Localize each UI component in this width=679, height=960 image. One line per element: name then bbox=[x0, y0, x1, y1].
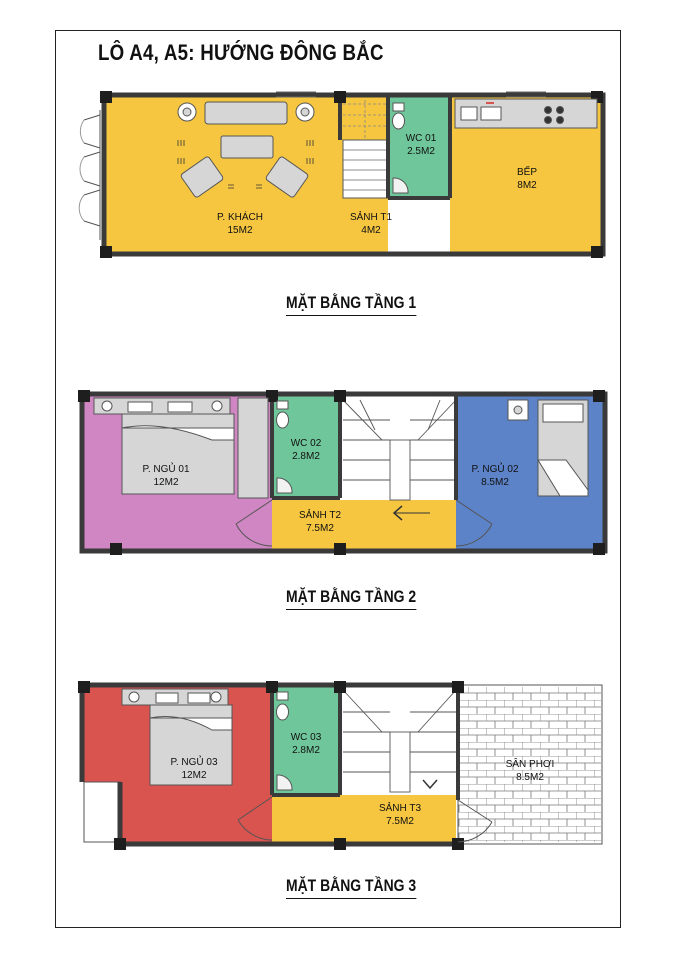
floor-1-plan bbox=[79, 91, 603, 258]
bedroom02-label: P. NGỦ 02 bbox=[471, 464, 519, 475]
hall-t2-area: 7.5M2 bbox=[306, 523, 334, 534]
bedroom03-area: 12M2 bbox=[181, 770, 207, 781]
bedroom01-area: 12M2 bbox=[153, 477, 179, 488]
floor-3-plan bbox=[78, 681, 602, 850]
floor-2-plan bbox=[78, 390, 605, 555]
wc03-label: WC 03 bbox=[290, 732, 322, 743]
bedroom01-label: P. NGỦ 01 bbox=[142, 464, 190, 475]
drying-yard-label: SÂN PHƠI bbox=[505, 759, 555, 770]
hall-t1-area: 4M2 bbox=[361, 225, 381, 236]
drying-yard-area: 8.5M2 bbox=[516, 772, 544, 783]
kitchen-counter bbox=[455, 99, 597, 128]
kitchen-area: 8M2 bbox=[517, 180, 537, 191]
stair-t1 bbox=[343, 140, 388, 198]
page-title: LÔ A4, A5: HƯỚNG ĐÔNG BẮC bbox=[98, 40, 384, 65]
living-room-label: P. KHÁCH bbox=[217, 212, 263, 223]
living-room-area: 15M2 bbox=[227, 225, 253, 236]
hall-t2-label: SẢNH T2 bbox=[298, 510, 342, 521]
floor-1-caption: MẶT BẰNG TẦNG 1 bbox=[286, 293, 417, 312]
hall-t3-fill bbox=[272, 795, 456, 842]
wc03-area: 2.8M2 bbox=[292, 745, 320, 756]
bedroom02-area: 8.5M2 bbox=[481, 477, 509, 488]
hall-t3-label: SẢNH T3 bbox=[378, 803, 422, 814]
floor-2-caption: MẶT BẰNG TẦNG 2 bbox=[286, 587, 417, 606]
kitchen-label: BẾP bbox=[516, 167, 538, 178]
hall-t3-area: 7.5M2 bbox=[386, 816, 414, 827]
stair-t3 bbox=[340, 687, 456, 795]
balcony-left bbox=[84, 782, 120, 842]
wc01-area: 2.5M2 bbox=[407, 146, 435, 157]
stair-t2 bbox=[340, 396, 456, 500]
wc02-label: WC 02 bbox=[290, 438, 322, 449]
wc02-area: 2.8M2 bbox=[292, 451, 320, 462]
hall-t1-label: SẢNH T1 bbox=[349, 212, 393, 223]
floor-3-caption: MẶT BẰNG TẦNG 3 bbox=[286, 876, 417, 895]
hall-t2-fill bbox=[272, 500, 456, 549]
bedroom03-label: P. NGỦ 03 bbox=[170, 757, 218, 768]
wc01-label: WC 01 bbox=[405, 133, 437, 144]
